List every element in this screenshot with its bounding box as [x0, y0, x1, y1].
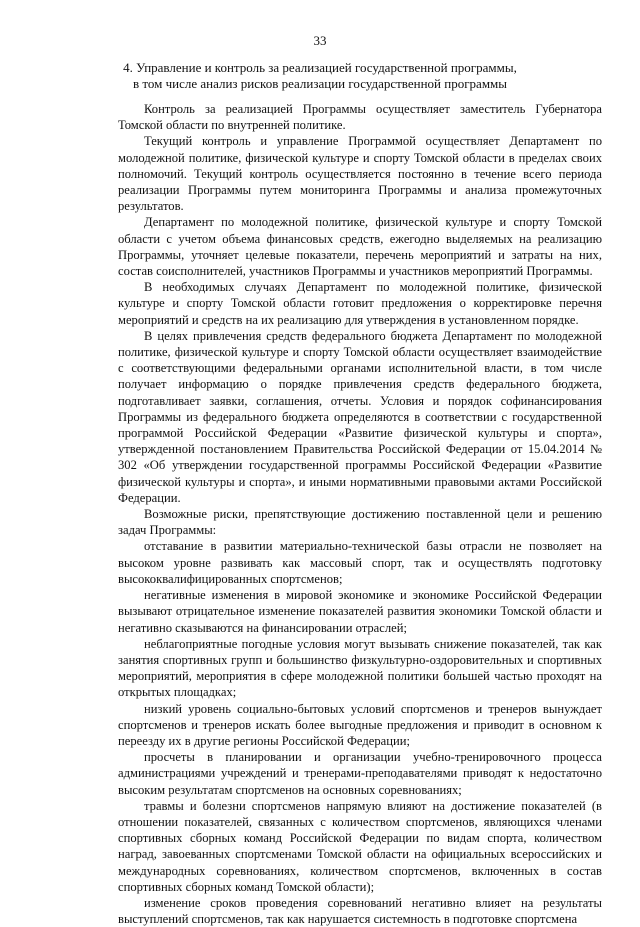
page-number: 33 [313, 33, 327, 48]
risk-list-item: просчеты в планировании и организации учебно-тренировочного процесса администрациями учреждений и тренерами-преподавателями приводят к недостаточно высоким результатам спортсменов на основных соревнованиях; [118, 750, 602, 797]
risk-list-item: негативные изменения в мировой экономике и экономике Российской Федерации вызывают отрицательное изменение показателей развития экономики Томской области и негативно сказываются на финансировании отраслей; [118, 588, 602, 635]
paragraph: Возможные риски, препятствующие достижению поставленной цели и решению задач Программы: [118, 507, 602, 538]
section-heading-line-2: в том числе анализ рисков реализации государственной программы [132, 76, 508, 91]
document-body [118, 101, 602, 927]
risk-list-item: низкий уровень социально-бытовых условий спортсменов и тренеров вынуждает спортсменов и тренеров искать более выгодные предложения и приводит в основном к переезду их в другие регионы Российской Федерации; [118, 701, 602, 748]
paragraph: В необходимых случаях Департамент по молодежной политике, физической культуре и спорту Томской области готовит предложения о корректировке перечня мероприятий и средств на их реализацию для утверждения в установленном порядке. [118, 280, 602, 327]
paragraph: Департамент по молодежной политике, физической культуре и спорту Томской области с учетом объема финансовых средств, ежегодно выделяемых на реализацию Программы, уточняет целевые показатели, перечень мероприятий и затраты на них, состав соисполнителей, участников Программы и участников мероприятий Программы. [118, 215, 602, 279]
paragraph: Текущий контроль и управление Программой осуществляет Департамент по молодежной политике, физической культуре и спорту Томской области в пределах своих полномочий. Текущий контроль осуществляется постоянно в течение всего периода реализации Программы путем мониторинга Программы и анализа промежуточных результатов. [118, 134, 602, 214]
risk-list-item: неблагоприятные погодные условия могут вызывать снижение показателей, так как занятия спортивных групп и большинство физкультурно-оздоровительных и спортивных мероприятий, мероприятия в сфере молодежной политики большей частью проходят на открытых площадках; [118, 636, 602, 700]
section-heading-line-1: 4. Управление и контроль за реализацией государственной программы, [123, 60, 517, 75]
risk-list-item: изменение сроков проведения соревнований негативно влияет на результаты выступлений спортсменов, так как нарушается системность в подготовке спортсмена [118, 895, 602, 927]
risk-list-item: травмы и болезни спортсменов напрямую влияют на достижение показателей (в отношении показателей, связанных с количеством спортсменов, являющихся членами спортивных сборных команд Российской Федерации по видам спорта, количеством наград, завоеванных спортсменами Томской области на официальных всероссийских и международных соревнованиях, количеством спортсменов, включенных в состав спортивных сборных команд Томской области); [118, 798, 602, 894]
paragraph: Контроль за реализацией Программы осуществляет заместитель Губернатора Томской области по внутренней политике. [118, 102, 602, 133]
paragraph: В целях привлечения средств федерального бюджета Департамент по молодежной политике, физической культуре и спорту Томской области осуществляет взаимодействие с соответствующими федеральными органами исполнительной власти, в том числе получает информацию о порядке привлечения средств федерального бюджета, подготавливает заявки, соглашения, отчеты. Условия и порядок софинансирования Программы из федерального бюджета определяются в соответствии с государственной программой Российской Федерации «Развитие физической культуры и спорта», утвержденной постановлением Правительства Российской Федерации от 15.04.2014 № 302 «Об утверждении государственной программы Российской Федерации «Развитие физической культуры и спорта», и иными нормативными правовыми актами Российской Федерации. [118, 328, 602, 505]
section-heading [120, 60, 520, 92]
risk-list-item: отставание в развитии материально-технической базы отрасли не позволяет на высоком уровне развивать как массовый спорт, так и осуществлять подготовку высококвалифицированных спортсменов; [118, 539, 602, 586]
